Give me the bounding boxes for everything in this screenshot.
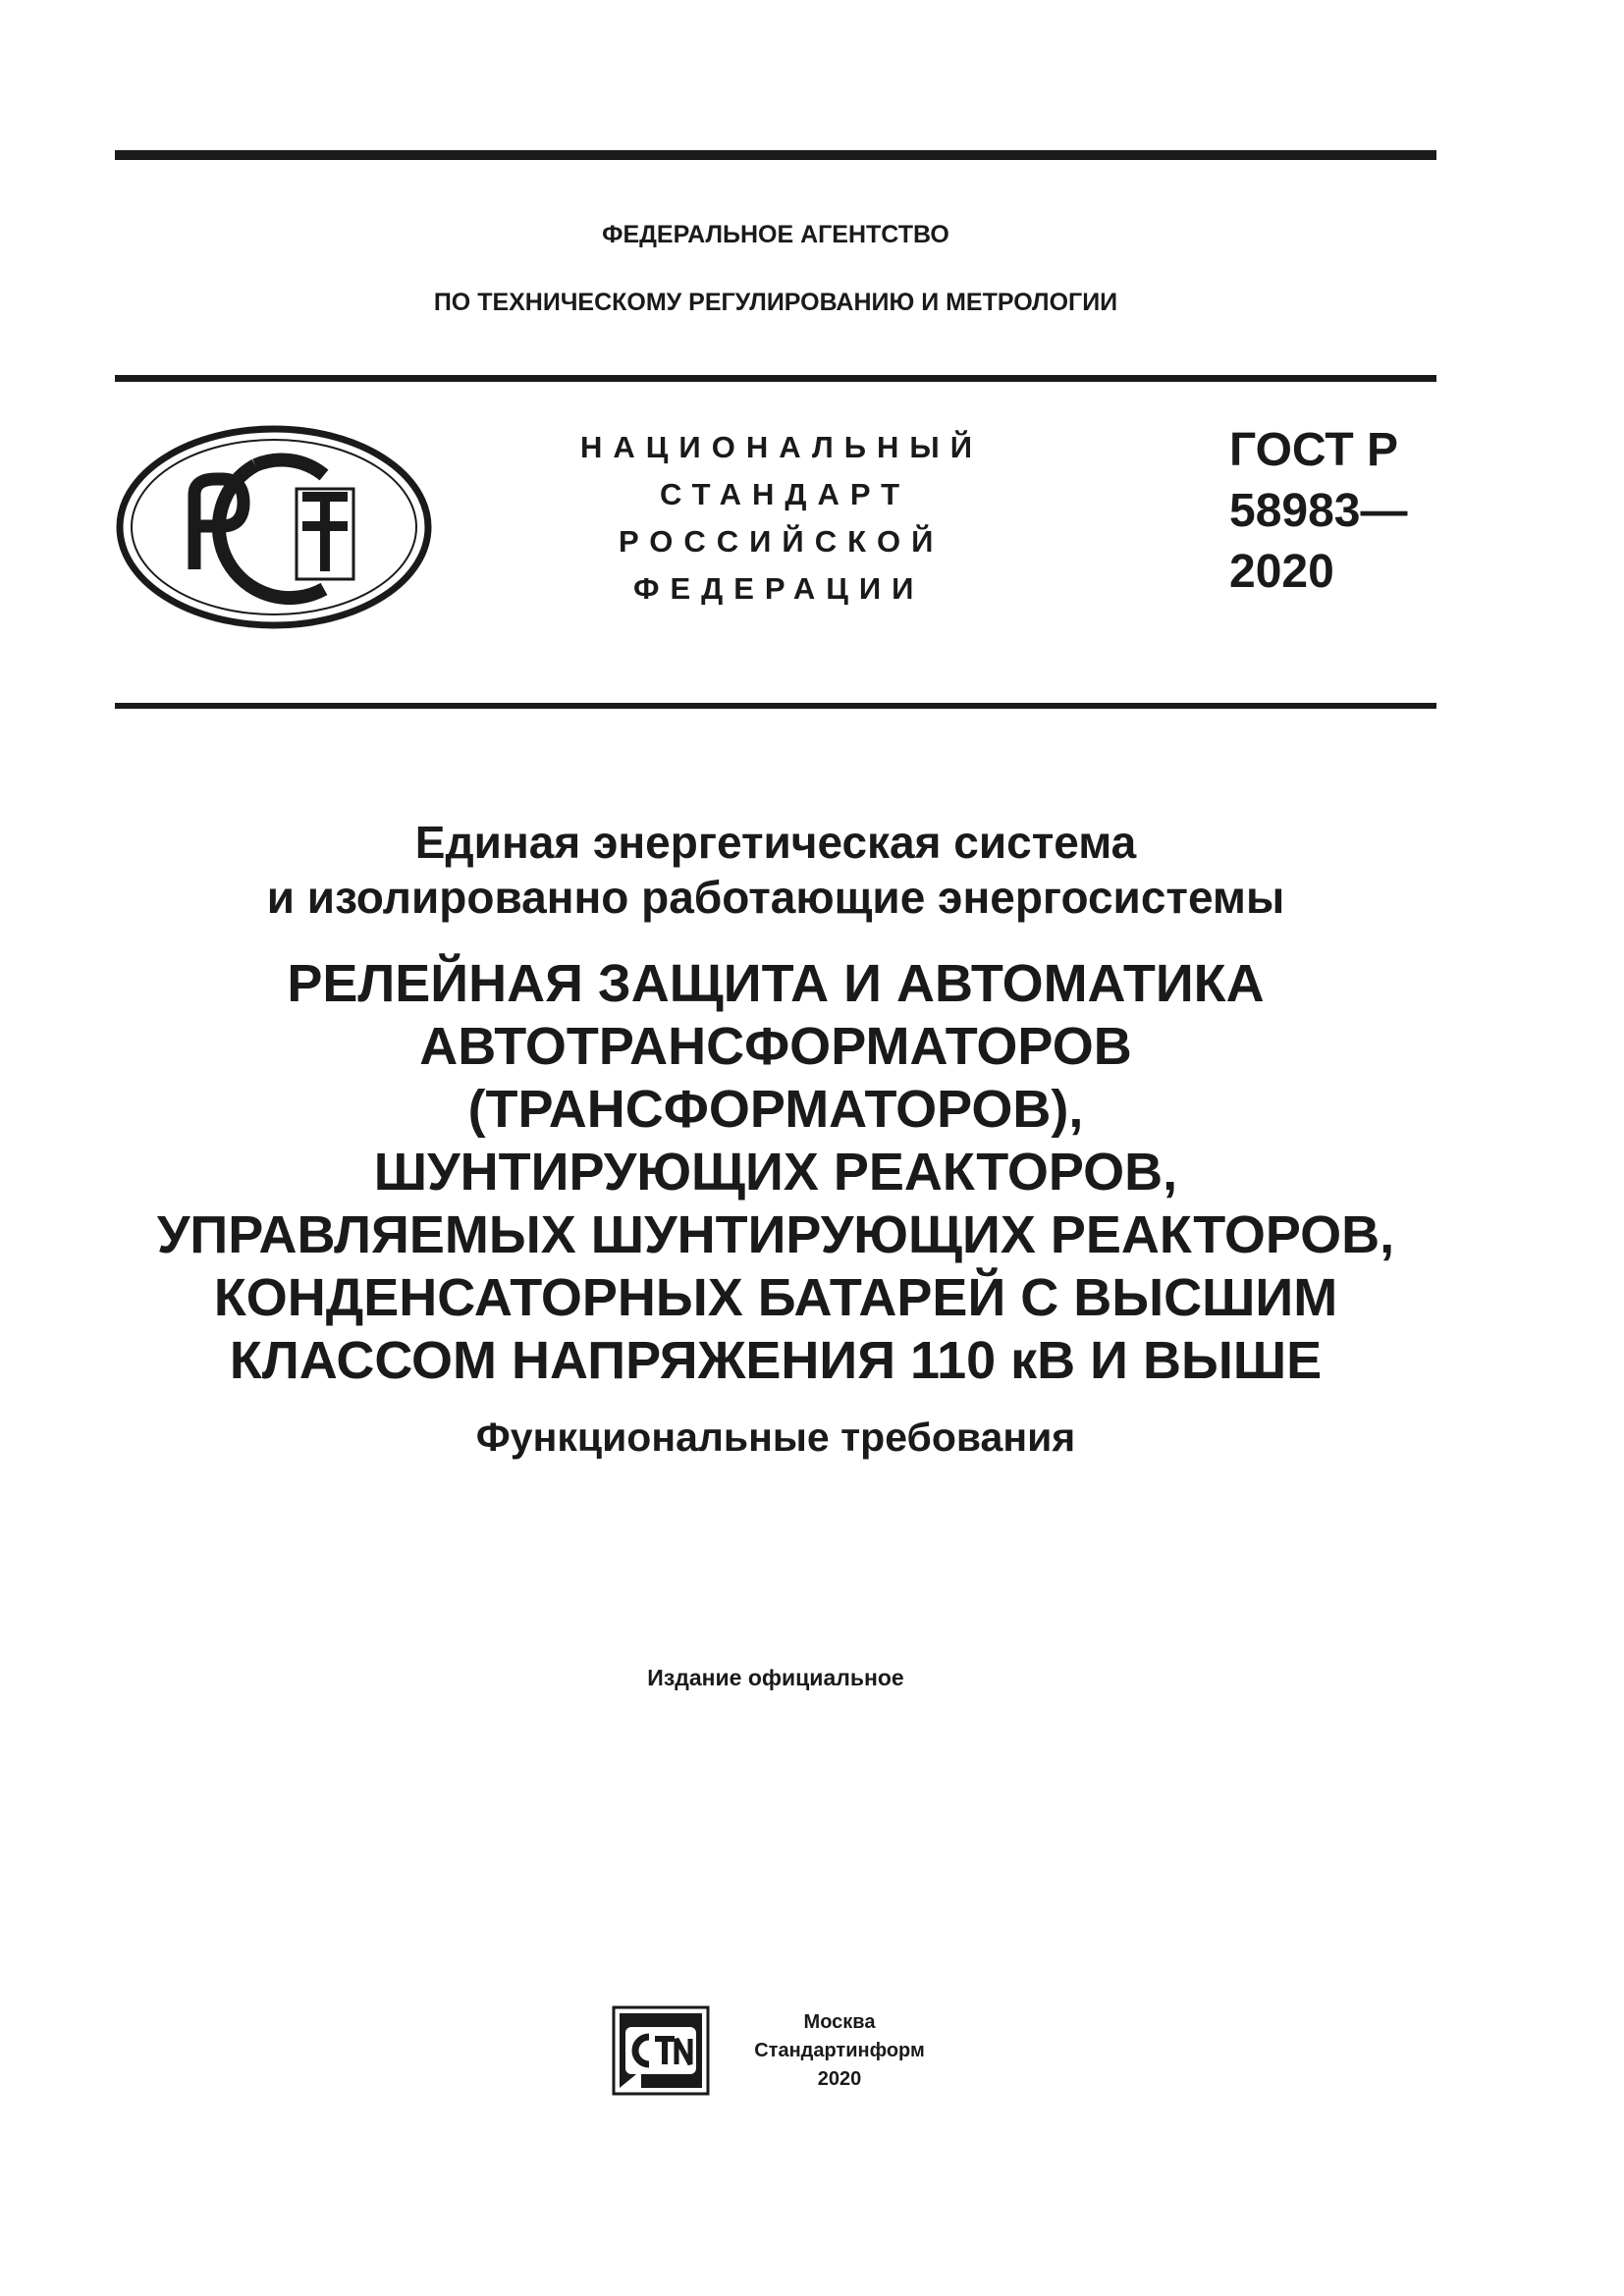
standard-type xyxy=(535,424,1006,613)
header-rule xyxy=(115,375,1436,382)
edition-label: Издание официальное xyxy=(647,1665,904,1690)
agency-line-2: ПО ТЕХНИЧЕСКОМУ РЕГУЛИРОВАНИЮ И МЕТРОЛОГИИ xyxy=(433,289,1118,316)
publisher-city: Москва xyxy=(803,2011,876,2033)
top-rule xyxy=(115,150,1436,160)
title-rule xyxy=(115,703,1436,709)
publisher-info xyxy=(722,2008,957,2094)
publisher-year: 2020 xyxy=(817,2068,862,2090)
title-line: РЕЛЕЙНАЯ ЗАЩИТА И АВТОМАТИКА xyxy=(287,954,1265,1013)
designation-line-1: ГОСТ Р xyxy=(1229,424,1399,476)
standard-type-line-2: СТАНДАРТ xyxy=(660,477,911,511)
standard-type-line-4: ФЕДЕРАЦИИ xyxy=(633,571,925,606)
sti-publisher-icon xyxy=(612,2005,710,2096)
designation-line-2: 58983— xyxy=(1229,485,1408,537)
title-line: (ТРАНСФОРМАТОРОВ), xyxy=(467,1080,1084,1139)
title-line: КОНДЕНСАТОРНЫХ БАТАРЕЙ С ВЫСШИМ xyxy=(213,1268,1338,1327)
subtitle-line-2: и изолированно работающие энергосистемы xyxy=(266,872,1285,923)
rst-emblem-icon xyxy=(116,424,432,630)
title-block xyxy=(115,815,1436,1463)
functional-requirements: Функциональные требования xyxy=(475,1415,1076,1460)
title-line: ШУНТИРУЮЩИХ РЕАКТОРОВ, xyxy=(373,1143,1178,1201)
title-line: УПРАВЛЯЕМЫХ ШУНТИРУЮЩИХ РЕАКТОРОВ, xyxy=(156,1205,1395,1264)
subtitle xyxy=(115,815,1436,925)
publisher-name: Стандартинформ xyxy=(754,2040,925,2061)
standard-type-line-3: РОССИЙСКОЙ xyxy=(619,524,945,559)
standard-designation xyxy=(1229,420,1407,603)
title-line: АВТОТРАНСФОРМАТОРОВ xyxy=(419,1017,1132,1076)
standard-type-line-1: НАЦИОНАЛЬНЫЙ xyxy=(580,430,984,464)
title-line: КЛАССОМ НАПРЯЖЕНИЯ 110 кВ И ВЫШЕ xyxy=(229,1331,1323,1390)
subtitle-line-1: Единая энергетическая система xyxy=(414,817,1137,868)
agency-line-1: ФЕДЕРАЛЬНОЕ АГЕНТСТВО xyxy=(602,221,949,248)
document-title xyxy=(115,952,1436,1392)
designation-line-3: 2020 xyxy=(1229,546,1334,598)
